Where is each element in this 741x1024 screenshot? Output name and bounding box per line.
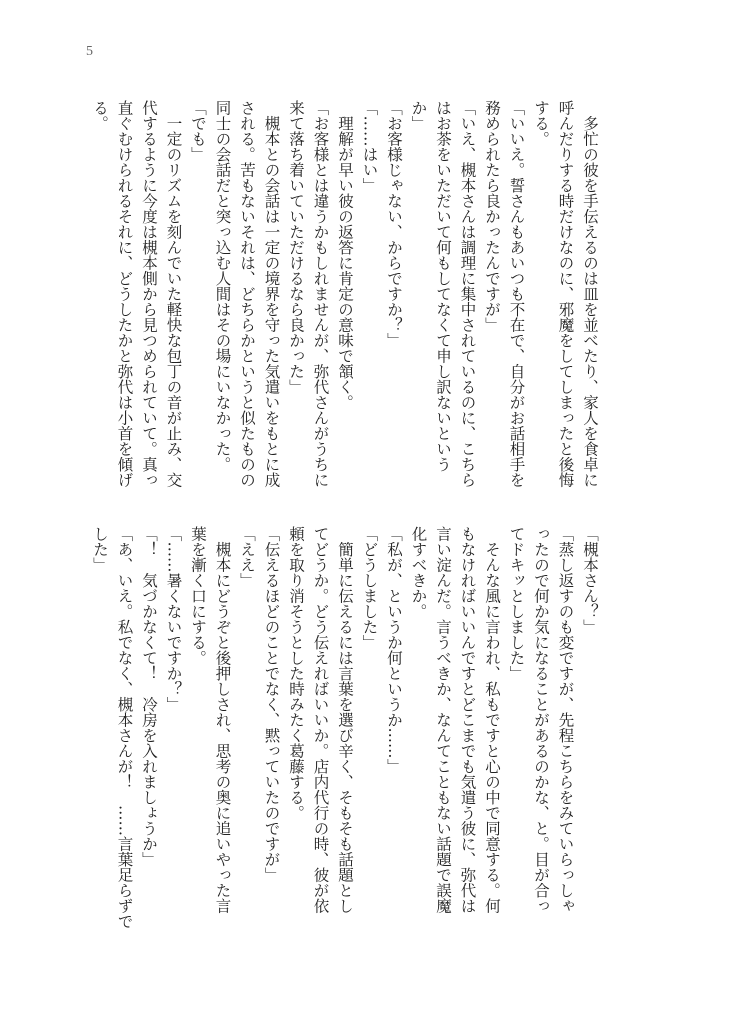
text-line: 「あ、いえ。私でなく、槻本さんが！ ……言葉足らずで (115, 526, 134, 929)
text-line: ったので何か気になることがあるのかな、と。目が合っ (532, 526, 550, 914)
text-line: 「お客様じゃない、からですか？」 (385, 100, 403, 348)
text-line: 同士の会話だと突っ込む人間はその場にいなかった。 (213, 100, 232, 472)
text-line: 「私が、というか何というか……」 (385, 526, 403, 774)
text-line: 槻本との会話は一定の境界を守った気遣いをもとに成 (262, 100, 281, 488)
text-line: 直ぐむけられるそれに、どうしたかと弥代は小首を傾げ (115, 100, 134, 488)
text-line: 多忙の彼を手伝えるのは皿を並べたり、家人を食卓に (581, 100, 599, 488)
text-line: もなければいいんですとどこまでも気遣う彼に、弥代は (458, 526, 477, 914)
text-line: 呼んだりする時だけなのに、邪魔をしてしまったと後悔 (556, 100, 575, 488)
text-line: る。 (91, 100, 109, 131)
text-line: する。 (532, 100, 550, 147)
text-line: 一定のリズムを刻んでいた軽快な包丁の音が止み、交 (164, 100, 183, 488)
text-line: 簡単に伝えるには言葉を選び辛く、そもそも話題とし (336, 526, 354, 914)
text-line: 「槻本さん？」 (581, 526, 599, 635)
text-line: 代するように今度は槻本側から見つめられていて。真っ (140, 100, 158, 488)
text-line: 頼を取り消そうとした時みたく葛藤する。 (287, 526, 305, 821)
text-line: 「ええ」 (238, 526, 256, 588)
text-line: 理解が早い彼の返答に肯定の意味で頷く。 (336, 100, 354, 410)
text-line: そんな風に言われ、私もですと心の中で同意する。何 (483, 526, 501, 914)
text-line: 「いえ、槻本さんは調理に集中されているのに、こちら (458, 100, 477, 488)
text-line: か」 (409, 100, 428, 131)
text-line: した」 (91, 526, 109, 573)
text-line: てドキッとしました」 (507, 526, 526, 681)
text-block-bottom (88, 526, 603, 929)
text-line: はお茶をいただいて何もしてなくて申し訳ないという (434, 100, 452, 472)
text-line: 来て落ち着いていただけるなら良かった」 (287, 100, 305, 395)
text-line: 「どうしました」 (360, 526, 379, 650)
text-block-top (88, 100, 603, 500)
text-line: 「……暑くないですか？」 (164, 526, 183, 712)
text-line: 「いいえ。誓さんもあいつも不在で、自分がお話相手を (507, 100, 526, 488)
text-line: 槻本にどうぞと後押しされ、思考の奥に追いやった言 (213, 526, 232, 914)
text-line: 務められたら良かったんですが」 (483, 100, 501, 333)
text-line: 化すべきか。 (409, 526, 428, 619)
text-line: 「でも」 (189, 100, 207, 162)
text-line: てどうか。どう伝えればいいか。店内代行の時、彼が依 (311, 526, 330, 914)
text-line: 葉を漸く口にする。 (189, 526, 207, 666)
text-line: 「蒸し返すのも変ですが、先程こちらをみていらっしゃ (556, 526, 575, 914)
text-line: 「！ 気づかなくて！ 冷房を入れましょうか」 (140, 526, 158, 867)
text-line: される。苦もないそれは、どちらかというと似たものの (238, 100, 256, 488)
text-line: 「……はい」 (360, 100, 379, 193)
text-line: 「伝えるほどのことでなく、黙っていたのですが」 (262, 526, 281, 883)
page-number: 5 (86, 44, 93, 59)
text-line: 言い淀んだ。言うべきか、なんてこともない話題で誤魔 (434, 526, 452, 914)
text-line: 「お客様とは違うかもしれませんが、弥代さんがうちに (311, 100, 330, 488)
